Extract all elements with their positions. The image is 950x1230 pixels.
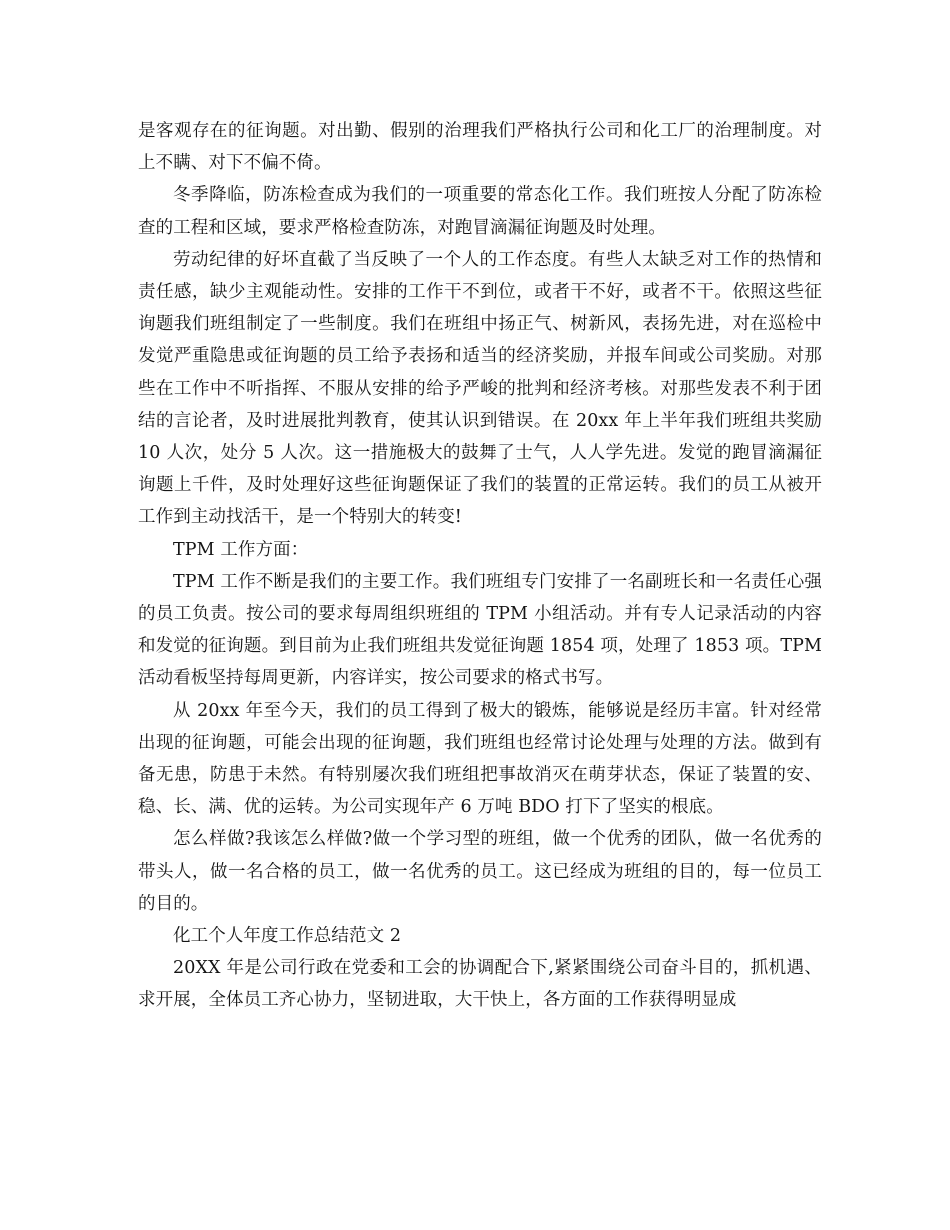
paragraph-continuation: 是客观存在的征询题。对出勤、假别的治理我们严格执行公司和化工厂的治理制度。对上不瞒、对下不偏不倚。 bbox=[138, 121, 822, 174]
paragraph-winter-antifreeze: 冬季降临，防冻检查成为我们的一项重要的常态化工作。我们班按人分配了防冻检查的工程和区域，要求严格检查防冻，对跑冒滴漏征询题及时处理。 bbox=[138, 185, 822, 238]
paragraph-annual-summary: 20XX 年是公司行政在党委和工会的协调配合下,紧紧围绕公司奋斗目的，抓机遇、求开展，全体员工齐心协力，坚韧进取，大干快上，各方面的工作获得明显成 bbox=[138, 958, 822, 1011]
paragraph-tpm-heading: TPM 工作方面： bbox=[173, 539, 309, 560]
paragraph-learning-team: 怎么样做?我该怎么样做?做一个学习型的班组，做一个优秀的团队，做一名优秀的带头人，做一名合格的员工，做一名优秀的员工。这已经成为班组的目的，每一位员工的目的。 bbox=[138, 829, 822, 914]
paragraph-tpm-work: TPM 工作不断是我们的主要工作。我们班组专门安排了一名副班长和一名责任心强的员工负责。按公司的要求每周组织班组的 TPM 小组活动。并有专人记录活动的内容和发觉的征询题。到目前为止我们班组共发觉征询题 1854 项，处理了 1853 项。TPM 活动看板坚持每周更新，内容详实，按公司要求的格式书写。 bbox=[138, 571, 822, 689]
document-body bbox=[138, 115, 822, 1017]
section-title-sample-2: 化工个人年度工作总结范文 2 bbox=[173, 926, 402, 947]
paragraph-experience: 从 20xx 年至今天，我们的员工得到了极大的锻炼，能够说是经历丰富。针对经常出现的征询题，可能会出现的征询题，我们班组也经常讨论处理与处理的方法。做到有备无患，防患于未然。有特别屡次我们班组把事故消灭在萌芽状态，保证了装置的安、稳、长、满、优的运转。为公司实现年产 6 万吨 BDO 打下了坚实的根底。 bbox=[138, 700, 822, 818]
paragraph-labor-discipline: 劳动纪律的好坏直截了当反映了一个人的工作态度。有些人太缺乏对工作的热情和责任感，缺少主观能动性。安排的工作干不到位，或者干不好，或者不干。依照这些征询题我们班组制定了一些制度。我们在班组中扬正气、树新风，表扬先进，对在巡检中发觉严重隐患或征询题的员工给予表扬和适当的经济奖励，并报车间或公司奖励。对那些在工作中不听指挥、不服从安排的给予严峻的批判和经济考核。对那些发表不利于团结的言论者，及时进展批判教育，使其认识到错误。在 20xx 年上半年我们班组共奖励 10 人次，处分 5 人次。这一措施极大的鼓舞了士气，人人学先进。发觉的跑冒滴漏征询题上千件，及时处理好这些征询题保证了我们的装置的正常运转。我们的员工从被开工作到主动找活干，是一个特别大的转变! bbox=[138, 249, 822, 528]
